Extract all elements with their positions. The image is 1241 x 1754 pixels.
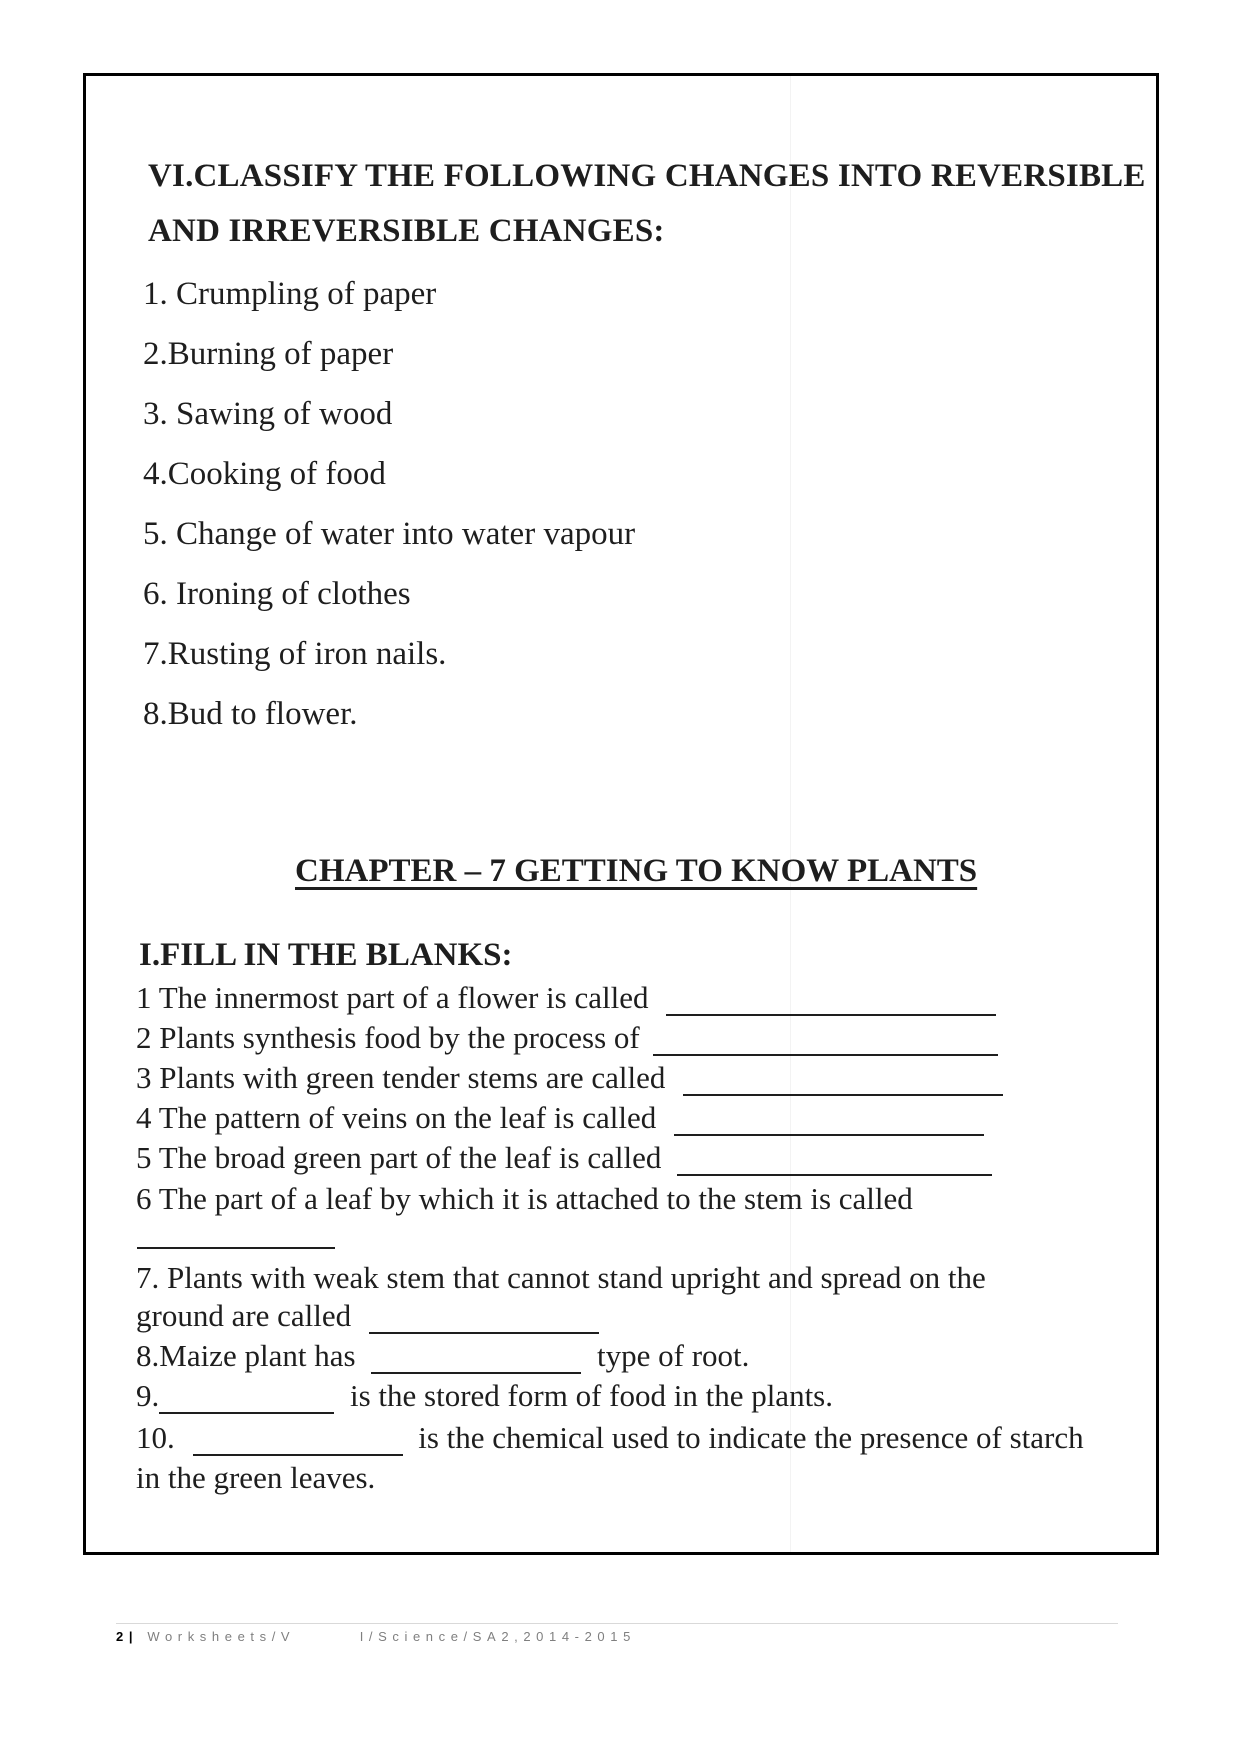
classify-heading-line2: AND IRREVERSIBLE CHANGES: bbox=[148, 213, 665, 249]
classify-heading-line1: VI.CLASSIFY THE FOLLOWING CHANGES INTO REVERSIBLE bbox=[148, 158, 1146, 194]
list-item: 8.Bud to flower. bbox=[143, 696, 358, 732]
answer-blank bbox=[193, 1426, 403, 1456]
question-text: 4 The pattern of veins on the leaf is called bbox=[136, 1100, 657, 1135]
footer-divider bbox=[116, 1623, 1118, 1624]
list-item: 3. Sawing of wood bbox=[143, 396, 393, 432]
fill-blanks-title: I.FILL IN THE BLANKS: bbox=[139, 937, 513, 973]
question-8 bbox=[136, 1340, 749, 1374]
question-10 bbox=[136, 1422, 1084, 1456]
scan-crease bbox=[790, 76, 791, 1552]
question-text: 8.Maize plant has bbox=[136, 1338, 356, 1373]
question-text: 3 Plants with green tender stems are called bbox=[136, 1060, 666, 1095]
list-item: 2.Burning of paper bbox=[143, 336, 394, 372]
question-1 bbox=[136, 982, 996, 1016]
answer-blank bbox=[137, 1247, 335, 1249]
answer-blank bbox=[369, 1304, 599, 1334]
answer-blank bbox=[674, 1106, 984, 1136]
answer-blank bbox=[371, 1344, 581, 1374]
footer-text-b: I/Science/SA2,2014-2015 bbox=[359, 1629, 636, 1644]
question-text: 1 The innermost part of a flower is called bbox=[136, 980, 649, 1015]
question-2 bbox=[136, 1022, 998, 1056]
answer-blank bbox=[666, 986, 996, 1016]
footer-separator: | bbox=[128, 1629, 139, 1644]
question-5 bbox=[136, 1142, 992, 1176]
question-4 bbox=[136, 1102, 984, 1136]
question-text: is the chemical used to indicate the presence of starch bbox=[418, 1420, 1084, 1455]
question-6: 6 The part of a leaf by which it is attached to the stem is called bbox=[136, 1181, 913, 1216]
question-7-line1: 7. Plants with weak stem that cannot stand upright and spread on the bbox=[136, 1260, 986, 1295]
answer-blank bbox=[683, 1066, 1003, 1096]
question-text: is the stored form of food in the plants. bbox=[350, 1378, 833, 1413]
list-item: 6. Ironing of clothes bbox=[143, 576, 411, 612]
footer-text-a: Worksheets/V bbox=[147, 1629, 296, 1644]
list-item: 4.Cooking of food bbox=[143, 456, 386, 492]
question-text: 10. bbox=[136, 1420, 175, 1455]
question-text: 9. bbox=[136, 1378, 160, 1413]
question-7 bbox=[136, 1300, 599, 1334]
question-text: type of root. bbox=[597, 1338, 750, 1373]
answer-blank bbox=[677, 1146, 992, 1176]
chapter-title: CHAPTER – 7 GETTING TO KNOW PLANTS bbox=[295, 853, 978, 889]
page-number: 2 bbox=[116, 1629, 129, 1644]
question-3 bbox=[136, 1062, 1003, 1096]
answer-blank bbox=[159, 1384, 334, 1414]
list-item: 7.Rusting of iron nails. bbox=[143, 636, 447, 672]
question-10-line2: in the green leaves. bbox=[136, 1460, 376, 1495]
page-footer bbox=[116, 1629, 636, 1644]
question-9 bbox=[136, 1380, 833, 1414]
list-item: 5. Change of water into water vapour bbox=[143, 516, 636, 552]
question-text: ground are called bbox=[136, 1298, 352, 1333]
question-text: 2 Plants synthesis food by the process of bbox=[136, 1020, 640, 1055]
question-text: 5 The broad green part of the leaf is called bbox=[136, 1140, 662, 1175]
list-item: 1. Crumpling of paper bbox=[143, 276, 437, 312]
answer-blank bbox=[653, 1026, 998, 1056]
